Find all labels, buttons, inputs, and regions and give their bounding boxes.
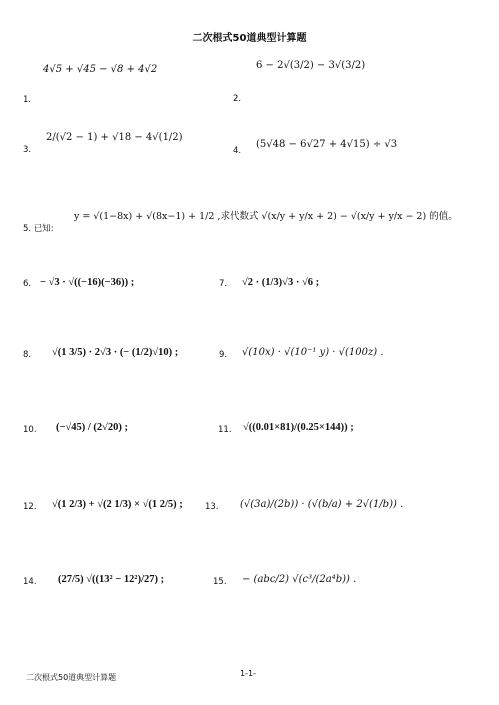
problem-expression-11: √((0.01×81)/(0.25×144)) ; (243, 422, 354, 433)
problem-number-8: 8. (23, 350, 32, 360)
footer-document-title: 二次根式50道典型计算题 (26, 673, 117, 682)
problem-number-2: 2. (233, 94, 242, 104)
problem-number-11: 11. (218, 425, 232, 435)
problem-expression-3: 2/(√2 − 1) + √18 − 4√(1/2) (46, 132, 183, 143)
problem-expression-13: (√(3a)/(2b)) · (√(b/a) + 2√(1/b)) . (240, 499, 404, 510)
problem-number-6: 6. (23, 279, 32, 289)
problem-expression-8: √(1 3/5) · 2√3 · (− (1/2)√10) ; (52, 347, 179, 358)
problem-expression-5: y = √(1−8x) + √(8x−1) + 1/2 ,求代数式 √(x/y + y/x + 2) − √(x/y + y/x − 2) 的值。 (74, 211, 458, 222)
page-title: 二次根式50道典型计算题 (192, 33, 307, 44)
problem-expression-12: √(1 2/3) + √(2 1/3) × √(1 2/5) ; (52, 499, 183, 510)
problem-expression-9: √(10x) · √(10⁻¹ y) · √(100z) . (242, 347, 384, 358)
problem-number-3: 3. (23, 145, 32, 155)
problem-number-9: 9. (219, 350, 228, 360)
problem-number-7: 7. (219, 279, 228, 289)
problem-expression-6: − √3 · √((−16)(−36)) ; (40, 277, 135, 288)
problem-expression-1: 4√5 + √45 − √8 + 4√2 (43, 64, 158, 75)
problem-expression-2: 6 − 2√(3/2) − 3√(3/2) (256, 60, 366, 71)
problem-number-15: 15. (213, 577, 227, 587)
problem-expression-15: − (abc/2) √(c³/(2a⁴b)) . (242, 574, 357, 585)
problem-number-10: 10. (23, 425, 37, 435)
problem-number-12: 12. (23, 502, 37, 512)
problem-expression-7: √2 · (1/3)√3 · √6 ; (242, 277, 320, 288)
problem-number-13: 13. (205, 502, 219, 512)
footer-page-number: 1-1- (240, 669, 256, 678)
problem-number-5: 5. 已知: (23, 224, 54, 234)
problem-expression-4: (5√48 − 6√27 + 4√15) ÷ √3 (256, 139, 398, 150)
problem-number-4: 4. (233, 146, 242, 156)
problem-expression-14: (27/5) √((13² − 12²)/27) ; (58, 574, 165, 585)
problem-number-1: 1. (23, 95, 32, 105)
problem-number-14: 14. (23, 577, 37, 587)
problem-expression-10: (−√45) / (2√20) ; (56, 422, 129, 433)
